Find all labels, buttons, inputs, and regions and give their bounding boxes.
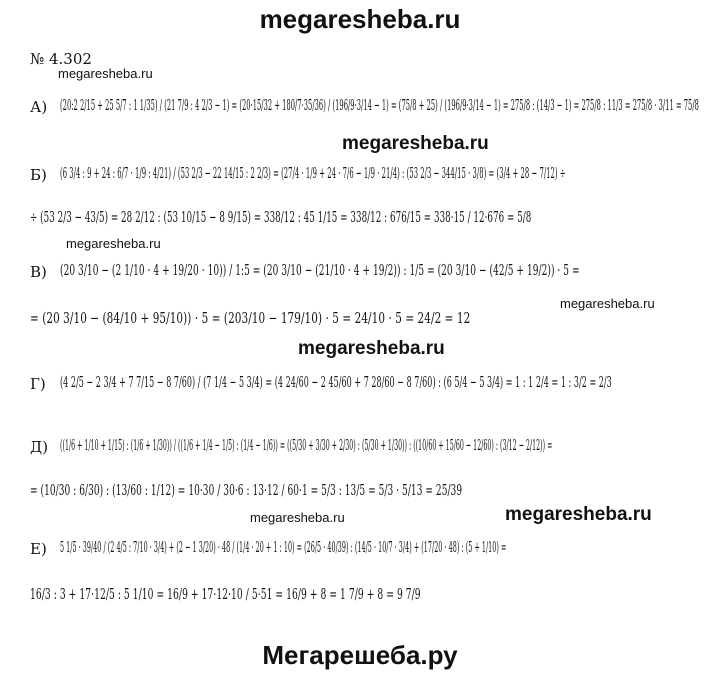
part-v-label: В) [30,263,47,281]
watermark-small: megaresheba.ru [250,510,345,525]
part-g-label: Г) [30,375,46,393]
watermark-small-right: megaresheba.ru [560,296,655,311]
part-b-line2: ÷ (53 2/3 − 43/5) = 28 2/12 : (53 10/15 − 8 9/15) = 338/12 : 45 1/15 = 338/12 : 676/15 = 338·15 / 12·676 = 5/8 [30,210,532,226]
watermark-big: megaresheba.ru [342,133,489,154]
part-b-line1: (6 3/4 : 9 + 24 : 6/7 · 1/9 : 4/21) / (53 2/3 − 22 14/15 : 2 2/3) = (27/4 · 1/9 + 24 · 7/6 − 1/9 · 21/4) : (53 2/3 − 344/15 · 3/8) = (3/4 + 28 − 7/12) ÷ [60,166,566,182]
part-d-line1: ((1/6 + 1/10 + 1/15) : (1/6 + 1/30)) / ((1/6 + 1/4 − 1/5) : (1/4 − 1/6)) = ((5/30 + 3/30 + 2/30) : (5/30 + 1/30)) : ((10/60 + 15/60 − 12/60) : (3/12 − 2/12)) = [60,438,553,454]
site-title-top: megaresheba.ru [259,4,461,34]
part-g-line1: (4 2/5 − 2 3/4 + 7 7/15 − 8 7/60) / (7 1/4 − 5 3/4) = (4 24/60 − 2 45/60 + 7 28/60 − 8 7/60) : (6 5/4 − 5 3/4) = 1 : 1 2/4 = 1 : 3/2 = 2/3 [60,375,612,391]
part-d-label: Д) [30,438,49,456]
part-a-label: А) [30,98,48,116]
watermark-big: megaresheba.ru [505,504,652,525]
part-a-line1: (20:2 2/15 + 25 5/7 : 1 1/35) / (21 7/9 : 4 2/3 − 1) = (20·15/32 + 180/7·35/36) / (196/9·3/14 − 1) = (75/8 + 25) / (196/9·3/14 − 1) = 275/8 : (14/3 − 1) = 275/8 : 11/3 = 275/8 · 3/11 = 75/8 [60,98,699,114]
site-title-bottom: Мегарешеба.ру [262,640,458,670]
part-e-line2: 16/3 : 3 + 17·12/5 : 5 1/10 = 16/9 + 17·12·10 / 5·51 = 16/9 + 8 = 1 7/9 + 8 = 9 7/9 [30,587,421,603]
part-e-line1: 5 1/5 · 39/40 / (2 4/5 : 7/10 · 3/4) + (2 − 1 3/20) · 48 / (1/4 · 20 + 1 : 10) = (26/5 · 40/39) : (14/5 · 10/7 · 3/4) + (17/20 · 48) : (5 + 1/10) = [60,540,507,556]
part-e-label: Е) [30,540,47,558]
part-d-line2: = (10/30 : 6/30) : (13/60 : 1/12) = 10·30 / 30·6 : 13·12 / 60·1 = 5/3 : 13/5 = 5/3 · 5/13 = 25/39 [30,483,463,499]
watermark-small: megaresheba.ru [66,236,161,251]
watermark-big: megaresheba.ru [298,338,445,359]
problem-number: № 4.302 [30,50,92,68]
part-v-line2: = (20 3/10 − (84/10 + 95/10)) · 5 = (203/10 − 179/10) · 5 = 24/10 · 5 = 24/2 = 12 [30,311,471,327]
part-v-line1: (20 3/10 − (2 1/10 · 4 + 19/20 · 10)) / 1:5 = (20 3/10 − (21/10 · 4 + 19/2)) : 1/5 = (20 3/10 − (42/5 + 19/2)) · 5 = [60,263,580,279]
part-b-label: Б) [30,166,47,184]
watermark-small: megaresheba.ru [58,66,153,81]
